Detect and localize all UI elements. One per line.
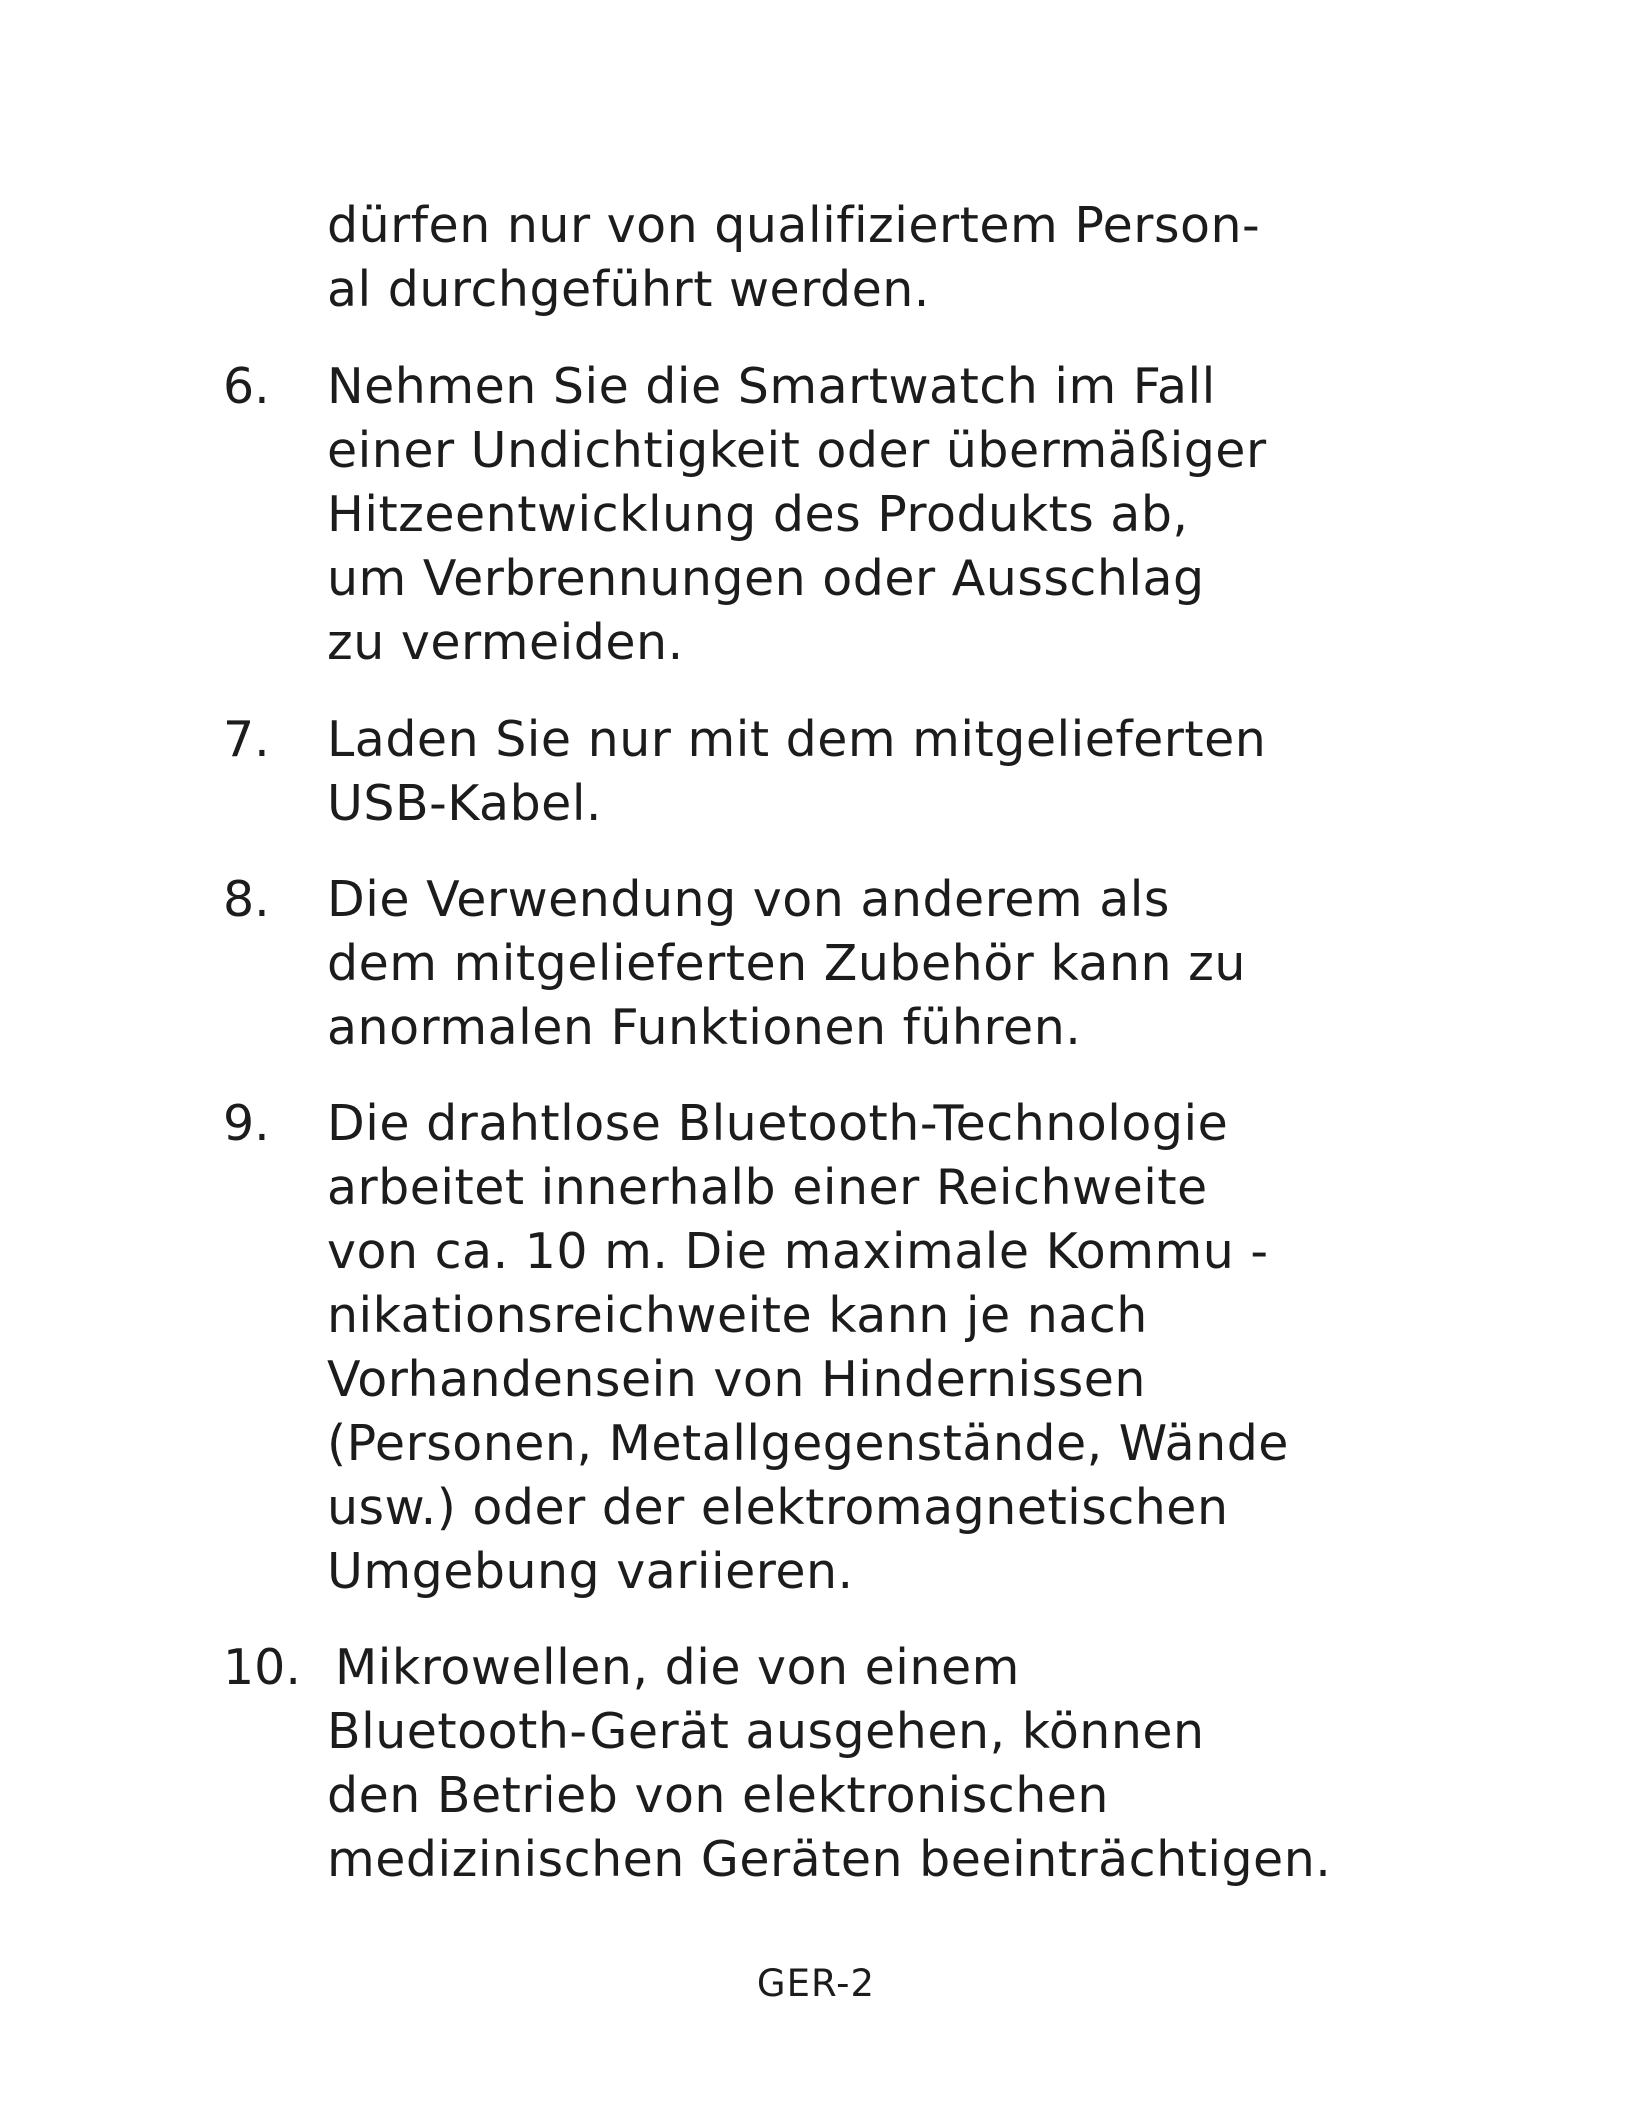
list-item-line: USB-Kabel. <box>327 775 603 832</box>
list-item-number: 7. <box>223 711 270 768</box>
list-item-line: Nehmen Sie die Smartwatch im Fall <box>327 358 1216 415</box>
list-item-line: einer Undichtigkeit oder übermäßiger <box>327 422 1267 479</box>
list-item-line: Die Verwendung von anderem als <box>327 871 1170 928</box>
continuation-line: dürfen nur von qualifiziertem Person- <box>327 197 1261 254</box>
list-item-line: Vorhandensein von Hindernissen <box>327 1351 1146 1408</box>
list-item-line: um Verbrennungen oder Ausschlag <box>327 550 1205 607</box>
list-item-number: 10. <box>223 1639 301 1696</box>
list-item-line: Umgebung variieren. <box>327 1543 854 1600</box>
list-item-line: usw.) oder der elektromagnetischen <box>327 1479 1229 1536</box>
list-item-line: anormalen Funktionen führen. <box>327 999 1082 1056</box>
list-item-line: Bluetooth-Gerät ausgehen, können <box>327 1703 1205 1760</box>
list-item-line: Laden Sie nur mit dem mitgelieferten <box>327 711 1267 768</box>
page-number: GER-2 <box>756 1962 876 2005</box>
list-item-line: von ca. 10 m. Die maximale Kommu - <box>327 1223 1269 1280</box>
list-item-line: den Betrieb von elektronischen <box>327 1767 1109 1824</box>
list-item-line: dem mitgelieferten Zubehör kann zu <box>327 935 1246 992</box>
list-item-line: Mikrowellen, die von einem <box>335 1639 1020 1696</box>
list-item-line: nikationsreichweite kann je nach <box>327 1287 1148 1344</box>
list-item-number: 8. <box>223 871 270 928</box>
list-item-line: (Personen, Metallgegenstände, Wände <box>327 1415 1289 1472</box>
list-item-number: 6. <box>223 358 270 415</box>
list-item-line: arbeitet innerhalb einer Reichweite <box>327 1159 1208 1216</box>
list-item-line: Hitzeentwicklung des Produkts ab, <box>327 486 1189 543</box>
list-item-line: zu vermeiden. <box>327 614 684 671</box>
list-item-line: Die drahtlose Bluetooth-Technologie <box>327 1095 1229 1152</box>
list-item-line: medizinischen Geräten beeinträchtigen. <box>327 1831 1332 1888</box>
list-item-number: 9. <box>223 1095 270 1152</box>
continuation-line: al durchgeführt werden. <box>327 261 930 318</box>
